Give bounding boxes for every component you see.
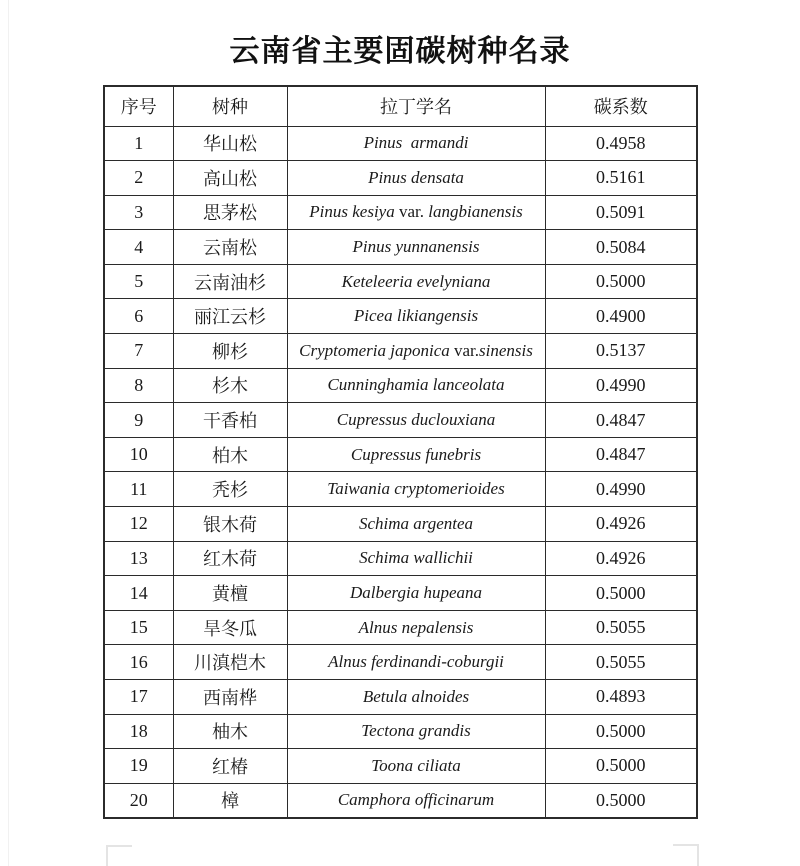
cell-coefficient: 0.5084: [545, 230, 697, 265]
column-header-no: 序号: [104, 86, 173, 126]
cell-latin-name: Pinus kesiya var. langbianensis: [287, 195, 545, 230]
page-edge-line: [8, 0, 9, 866]
table-row: [104, 610, 697, 645]
cell-no: 8: [104, 368, 173, 403]
cell-latin-name: Schima argentea: [287, 507, 545, 542]
cell-species: 华山松: [173, 126, 287, 161]
cell-latin-name: Toona ciliata: [287, 749, 545, 784]
table-header-row: [104, 86, 697, 126]
cell-coefficient: 0.4847: [545, 403, 697, 438]
cell-no: 14: [104, 576, 173, 611]
cell-species: 柚木: [173, 714, 287, 749]
column-header-latin-name: 拉丁学名: [287, 86, 545, 126]
cell-coefficient: 0.4893: [545, 680, 697, 715]
cell-coefficient: 0.5000: [545, 783, 697, 818]
cell-no: 6: [104, 299, 173, 334]
cell-latin-name: Taiwania cryptomerioides: [287, 472, 545, 507]
cell-latin-name: Pinus yunnanensis: [287, 230, 545, 265]
cell-species: 柏木: [173, 437, 287, 472]
cell-no: 17: [104, 680, 173, 715]
cell-no: 3: [104, 195, 173, 230]
cell-no: 13: [104, 541, 173, 576]
table-row: [104, 576, 697, 611]
text-boundary-mark-right: [673, 844, 699, 866]
cell-species: 红椿: [173, 749, 287, 784]
cell-no: 12: [104, 507, 173, 542]
table-row: [104, 230, 697, 265]
cell-species: 川滇桤木: [173, 645, 287, 680]
table-row: [104, 403, 697, 438]
cell-no: 11: [104, 472, 173, 507]
cell-coefficient: 0.4847: [545, 437, 697, 472]
cell-species: 银木荷: [173, 507, 287, 542]
cell-no: 19: [104, 749, 173, 784]
cell-species: 思茅松: [173, 195, 287, 230]
cell-latin-name: Alnus nepalensis: [287, 610, 545, 645]
cell-no: 1: [104, 126, 173, 161]
column-header-species: 树种: [173, 86, 287, 126]
table-row: [104, 161, 697, 196]
cell-no: 15: [104, 610, 173, 645]
cell-coefficient: 0.4926: [545, 541, 697, 576]
column-header-coefficient: 碳系数: [545, 86, 697, 126]
cell-species: 秃杉: [173, 472, 287, 507]
cell-species: 黄檀: [173, 576, 287, 611]
cell-latin-name: Keteleeria evelyniana: [287, 264, 545, 299]
cell-latin-name: Alnus ferdinandi-coburgii: [287, 645, 545, 680]
table-row: [104, 783, 697, 818]
cell-no: 20: [104, 783, 173, 818]
table-row: [104, 264, 697, 299]
cell-latin-name: Betula alnoides: [287, 680, 545, 715]
cell-species: 柳杉: [173, 334, 287, 369]
table-row: [104, 541, 697, 576]
cell-coefficient: 0.5000: [545, 749, 697, 784]
cell-no: 4: [104, 230, 173, 265]
cell-no: 9: [104, 403, 173, 438]
species-table: [103, 85, 698, 819]
table-row: [104, 749, 697, 784]
cell-species: 丽江云杉: [173, 299, 287, 334]
cell-latin-name: Cupressus funebris: [287, 437, 545, 472]
cell-coefficient: 0.5055: [545, 645, 697, 680]
table-row: [104, 645, 697, 680]
cell-latin-name: Schima wallichii: [287, 541, 545, 576]
cell-latin-name: Cupressus duclouxiana: [287, 403, 545, 438]
cell-species: 云南油杉: [173, 264, 287, 299]
cell-latin-name: Dalbergia hupeana: [287, 576, 545, 611]
cell-coefficient: 0.4990: [545, 472, 697, 507]
cell-coefficient: 0.5000: [545, 714, 697, 749]
text-boundary-mark-left: [106, 845, 132, 866]
cell-species: 云南松: [173, 230, 287, 265]
cell-coefficient: 0.5000: [545, 264, 697, 299]
cell-latin-name: Camphora officinarum: [287, 783, 545, 818]
table-row: [104, 299, 697, 334]
table-row: [104, 368, 697, 403]
cell-latin-name: Cunninghamia lanceolata: [287, 368, 545, 403]
cell-coefficient: 0.5161: [545, 161, 697, 196]
cell-no: 10: [104, 437, 173, 472]
table-row: [104, 507, 697, 542]
table-row: [104, 126, 697, 161]
cell-no: 2: [104, 161, 173, 196]
cell-species: 旱冬瓜: [173, 610, 287, 645]
cell-coefficient: 0.5091: [545, 195, 697, 230]
cell-coefficient: 0.4900: [545, 299, 697, 334]
cell-coefficient: 0.5055: [545, 610, 697, 645]
table-row: [104, 680, 697, 715]
table-row: [104, 472, 697, 507]
cell-coefficient: 0.4990: [545, 368, 697, 403]
cell-no: 7: [104, 334, 173, 369]
table-row: [104, 195, 697, 230]
cell-latin-name: Tectona grandis: [287, 714, 545, 749]
cell-latin-name: Cryptomeria japonica var.sinensis: [287, 334, 545, 369]
page-title: 云南省主要固碳树种名录: [229, 35, 571, 68]
cell-species: 西南桦: [173, 680, 287, 715]
cell-no: 16: [104, 645, 173, 680]
cell-species: 杉木: [173, 368, 287, 403]
cell-coefficient: 0.4926: [545, 507, 697, 542]
table-row: [104, 437, 697, 472]
cell-coefficient: 0.5000: [545, 576, 697, 611]
cell-latin-name: Pinus densata: [287, 161, 545, 196]
cell-coefficient: 0.5137: [545, 334, 697, 369]
cell-no: 5: [104, 264, 173, 299]
cell-latin-name: Pinus armandi: [287, 126, 545, 161]
cell-species: 红木荷: [173, 541, 287, 576]
cell-latin-name: Picea likiangensis: [287, 299, 545, 334]
cell-no: 18: [104, 714, 173, 749]
cell-species: 樟: [173, 783, 287, 818]
cell-species: 高山松: [173, 161, 287, 196]
cell-coefficient: 0.4958: [545, 126, 697, 161]
cell-species: 干香柏: [173, 403, 287, 438]
table-row: [104, 334, 697, 369]
table-row: [104, 714, 697, 749]
